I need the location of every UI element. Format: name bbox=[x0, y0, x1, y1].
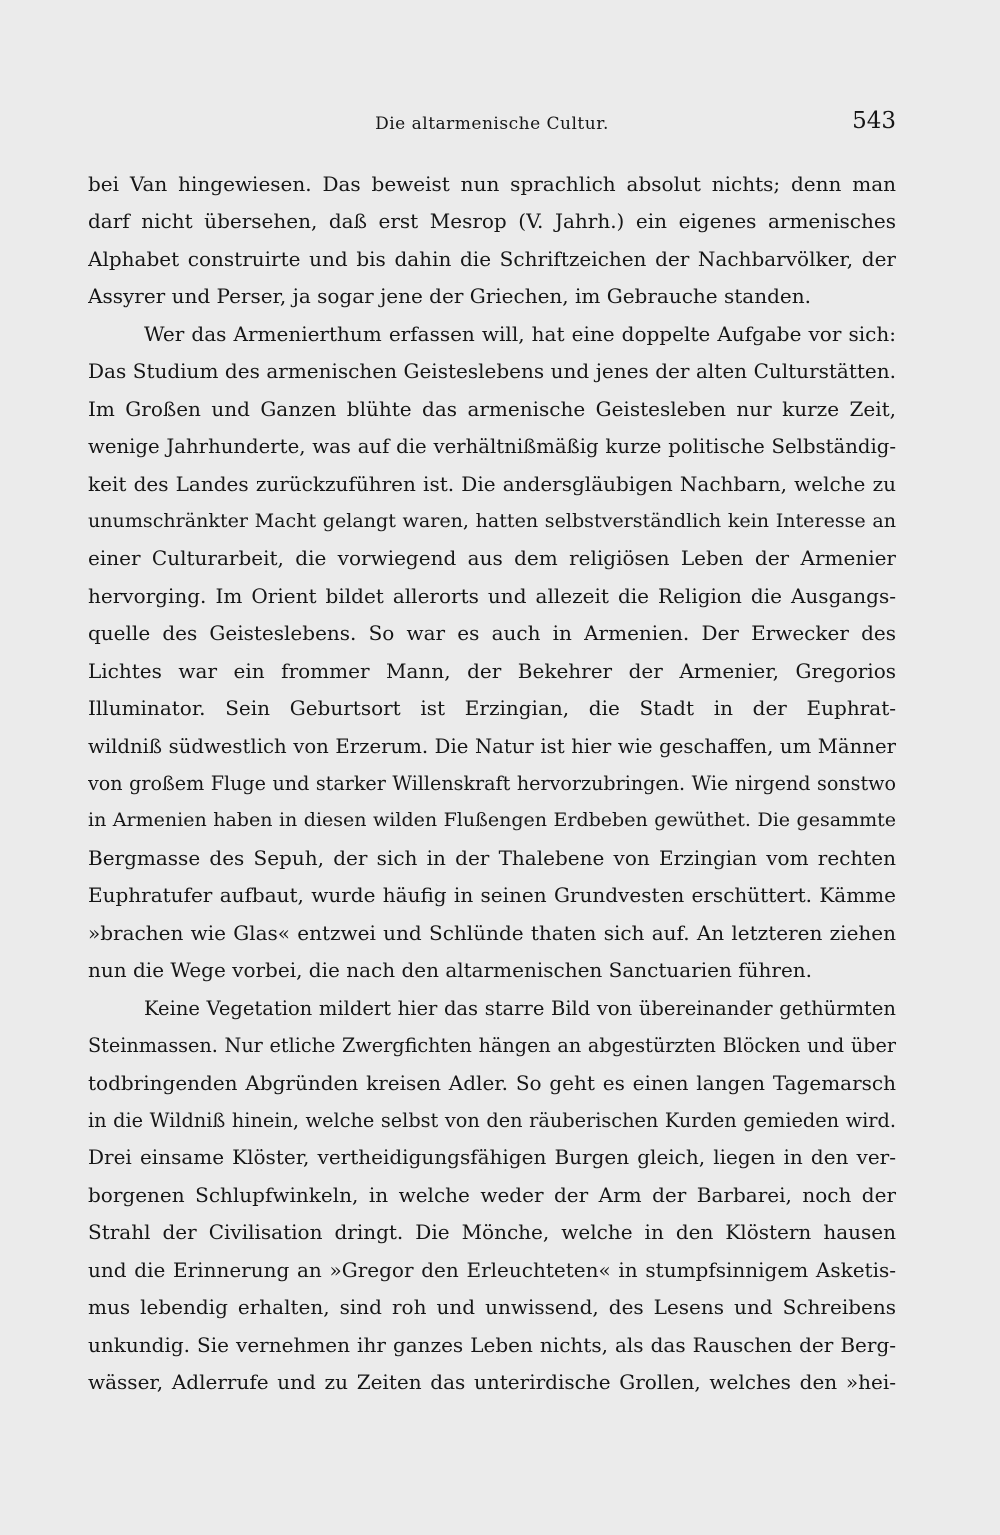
text-line: Lichtes war ein frommer Mann, der Bekehrer der Armenier, Gregorios bbox=[88, 658, 896, 683]
text-line: Assyrer und Perser, ja sogar jene der Griechen, im Gebrauche standen. bbox=[88, 284, 811, 309]
text-line: wässer, Adlerrufe und zu Zeiten das unterirdische Grollen, welches den »hei- bbox=[88, 1370, 896, 1394]
text-line: hervorging. Im Orient bildet allerorts und allezeit die Religion die Ausgangs- bbox=[88, 583, 896, 608]
text-line: wenige Jahrhunderte, was auf die verhältnißmäßig kurze politische Selbständig- bbox=[88, 435, 896, 459]
text-line: Alphabet construirte und bis dahin die Schriftzeichen der Nachbarvölker, der bbox=[88, 246, 896, 271]
paragraph bbox=[88, 166, 896, 316]
text-line: Keine Vegetation mildert hier das starre Bild von übereinander gethürmten bbox=[144, 996, 896, 1020]
running-title: Die altarmenische Cultur. bbox=[375, 114, 609, 134]
text-line: bei Van hingewiesen. Das beweist nun sprachlich absolut nichts; denn man bbox=[88, 172, 896, 196]
text-line: unkundig. Sie vernehmen ihr ganzes Leben nichts, als das Rauschen der Berg- bbox=[88, 1332, 896, 1357]
text-line: unumschränkter Macht gelangt waren, hatten selbstverständlich kein Interesse an bbox=[88, 509, 896, 532]
text-line: einer Culturarbeit, die vorwiegend aus dem religiösen Leben der Armenier bbox=[88, 546, 896, 571]
text-line: von großem Fluge und starker Willenskraft hervorzubringen. Wie nirgend sonstwo bbox=[88, 772, 896, 795]
text-line: Bergmasse des Sepuh, der sich in der Thalebene von Erzingian vom rechten bbox=[88, 845, 896, 870]
text-line: darf nicht übersehen, daß erst Mesrop (V. Jahrh.) ein eigenes armenisches bbox=[88, 209, 896, 234]
text-line: in die Wildniß hinein, welche selbst von den räuberischen Kurden gemieden wird. bbox=[88, 1108, 896, 1132]
text-line: Wer das Armenierthum erfassen will, hat eine doppelte Aufgabe vor sich: bbox=[144, 321, 896, 346]
paragraph bbox=[88, 990, 896, 1402]
body-text bbox=[88, 166, 896, 1401]
running-head bbox=[88, 108, 896, 142]
text-line: Illuminator. Sein Geburtsort ist Erzingian, die Stadt in der Euphrat- bbox=[88, 696, 896, 721]
text-line: quelle des Geisteslebens. So war es auch in Armenien. Der Erwecker des bbox=[88, 621, 896, 646]
text-line: Drei einsame Klöster, vertheidigungsfähigen Burgen gleich, liegen in den ver- bbox=[88, 1145, 896, 1170]
text-line: Euphratufer aufbaut, wurde häufig in seinen Grundvesten erschüttert. Kämme bbox=[88, 883, 896, 908]
text-line: keit des Landes zurückzuführen ist. Die andersgläubigen Nachbarn, welche zu bbox=[88, 471, 896, 496]
text-line: Steinmassen. Nur etliche Zwergfichten hängen an abgestürzten Blöcken und über bbox=[88, 1034, 896, 1058]
page-number: 543 bbox=[852, 108, 896, 134]
text-line: borgenen Schlupfwinkeln, in welche weder der Arm der Barbarei, noch der bbox=[88, 1182, 896, 1207]
text-line: »brachen wie Glas« entzwei und Schlünde thaten sich auf. An letzteren ziehen bbox=[88, 920, 896, 945]
text-line: todbringenden Abgründen kreisen Adler. So geht es einen langen Tagemarsch bbox=[88, 1070, 896, 1095]
text-line: mus lebendig erhalten, sind roh und unwissend, des Lesens und Schreibens bbox=[88, 1295, 896, 1320]
text-line: Im Großen und Ganzen blühte das armenische Geistesleben nur kurze Zeit, bbox=[88, 396, 896, 421]
text-line: Das Studium des armenischen Geisteslebens und jenes der alten Culturstätten. bbox=[88, 359, 896, 384]
text-line: nun die Wege vorbei, die nach den altarmenischen Sanctuarien führen. bbox=[88, 958, 813, 983]
text-line: und die Erinnerung an »Gregor den Erleuchteten« in stumpfsinnigem Asketis- bbox=[88, 1257, 896, 1282]
paragraph bbox=[88, 316, 896, 990]
text-line: in Armenien haben in diesen wilden Flußengen Erdbeben gewüthet. Die gesammte bbox=[88, 809, 896, 832]
text-line: Strahl der Civilisation dringt. Die Mönche, welche in den Klöstern hausen bbox=[88, 1220, 896, 1245]
text-line: wildniß südwestlich von Erzerum. Die Natur ist hier wie geschaffen, um Männer bbox=[88, 734, 896, 758]
